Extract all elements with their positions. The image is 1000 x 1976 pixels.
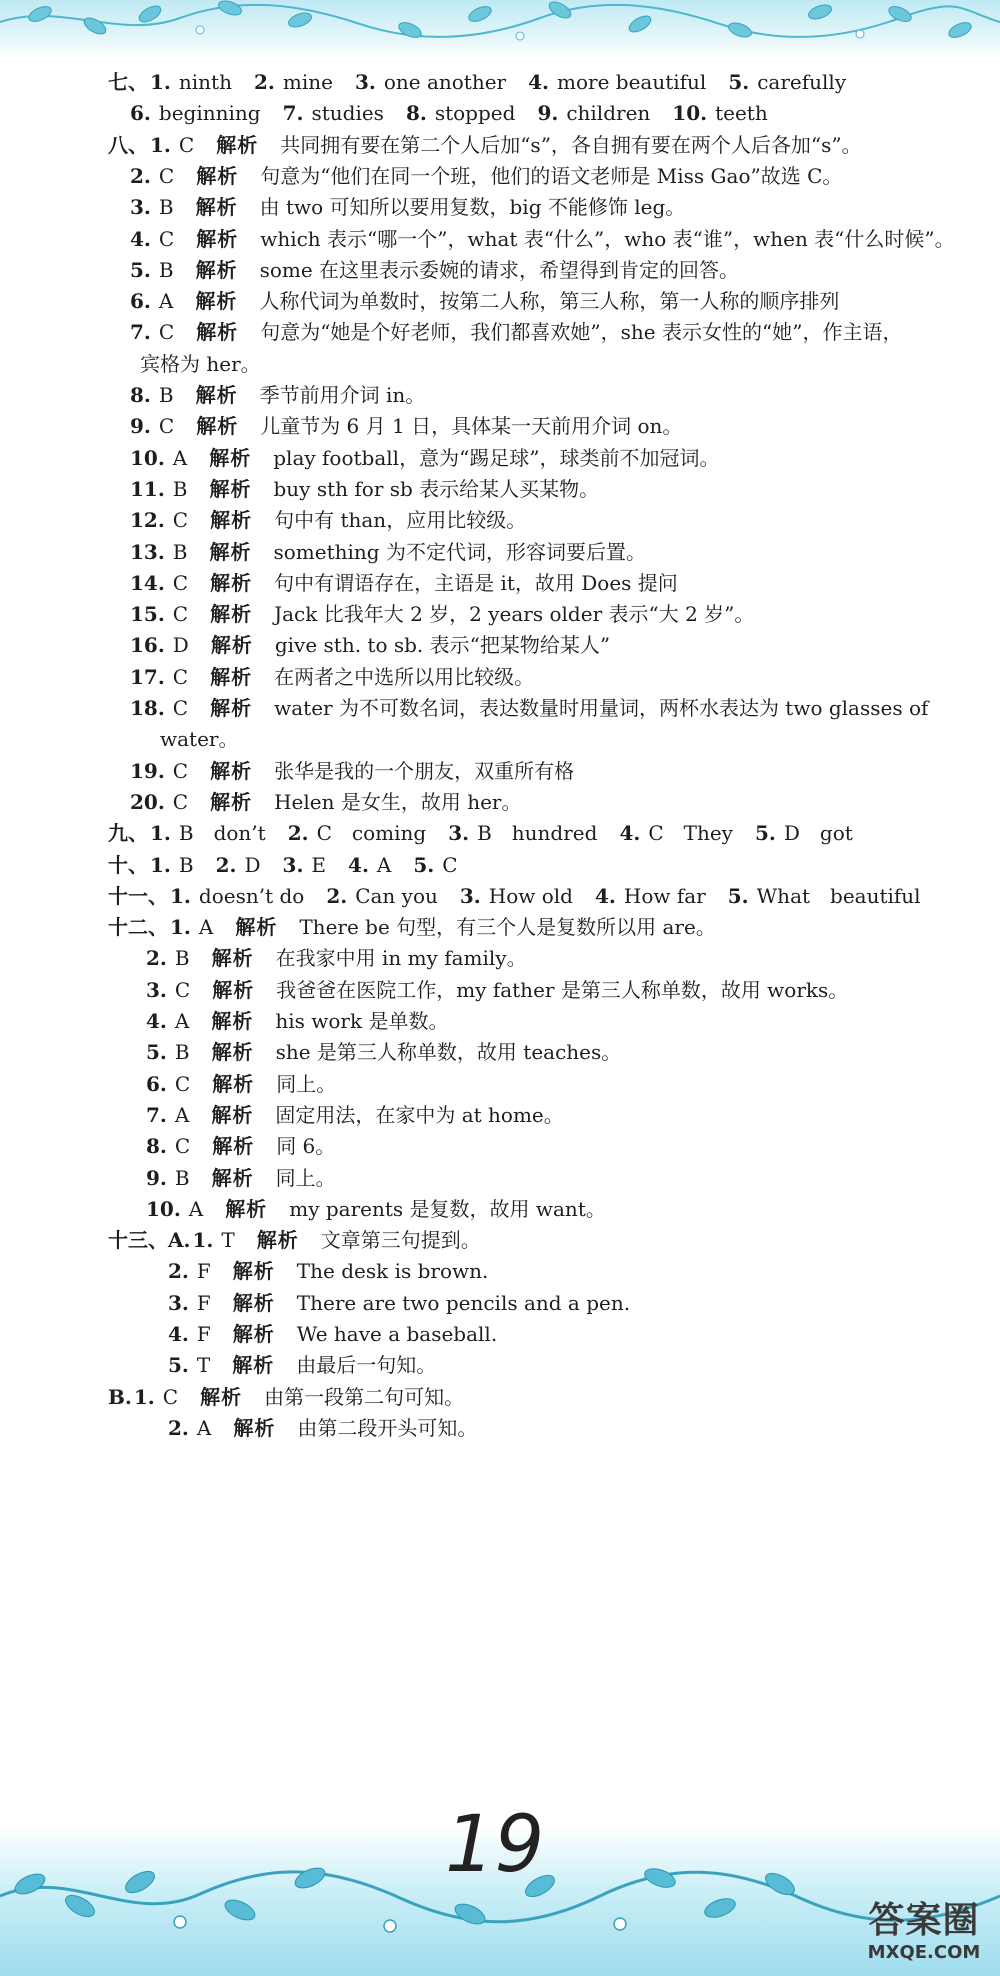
answer-line (108, 819, 875, 847)
answer-choice: C (172, 758, 189, 783)
item-number: 2. (326, 883, 348, 908)
item-answer: mine (282, 70, 333, 94)
explanation-text: 固定用法，在家中为 at home。 (275, 1102, 564, 1127)
answer-line (130, 569, 678, 597)
item-number: 3. (168, 1290, 189, 1315)
answer-choice: B (174, 946, 190, 971)
answer-choice: C (158, 163, 175, 188)
section-label: 十三、A. (108, 1228, 191, 1253)
answer-choice: C (158, 320, 175, 345)
answer-choice: T (196, 1353, 211, 1378)
item-answer: C They (648, 821, 733, 846)
item-number: 9. (146, 1165, 167, 1190)
explanation-label: 解析 (212, 977, 255, 1002)
item-number: 8. (405, 101, 427, 126)
explanation-text: 同上。 (275, 1165, 336, 1190)
item-number: 2. (253, 70, 275, 94)
item-number: 5. (413, 852, 435, 877)
answer-choice: B (174, 1040, 190, 1065)
explanation-text: she 是第三人称单数，故用 teaches。 (275, 1040, 622, 1065)
explanation-label: 解析 (196, 226, 239, 251)
answer-line (146, 1164, 336, 1192)
item-number: 1. (170, 883, 191, 908)
item-number: 4. (619, 821, 641, 846)
answer-line (130, 538, 646, 566)
explanation-text: We have a baseball. (296, 1322, 498, 1346)
answer-choice: C (174, 977, 191, 1002)
item-number: 2. (168, 1415, 189, 1440)
explanation-text: 同上。 (276, 1071, 337, 1096)
explanation-text: There are two pencils and a pen. (296, 1290, 631, 1315)
section-label: B. (108, 1384, 132, 1409)
item-answer: B don’t (178, 821, 266, 846)
item-number: 3. (146, 977, 167, 1002)
answer-choice: C (172, 664, 189, 689)
item-number: 5. (727, 883, 749, 908)
explanation-label: 解析 (232, 1259, 275, 1284)
item-number: 4. (594, 883, 616, 908)
item-number: 1. (170, 915, 191, 940)
explanation-label: 解析 (225, 1196, 268, 1221)
explanation-text: 句意为“她是个好老师，我们都喜欢她”，she 表示女性的“她”，作主语， (260, 320, 903, 345)
explanation-text: 张华是我的一个朋友，双重所有格 (274, 758, 575, 783)
explanation-label: 解析 (210, 602, 253, 627)
item-number: 4. (168, 1322, 189, 1346)
item-answer: carefully (757, 70, 847, 94)
item-number: 3. (130, 195, 151, 220)
item-number: 3. (459, 883, 481, 908)
explanation-text: 同 6。 (276, 1134, 336, 1159)
answer-line (130, 256, 739, 284)
item-number: 9. (130, 414, 151, 439)
answer-line (108, 882, 943, 910)
explanation-text: 句意为“他们在同一个班，他们的语文老师是 Miss Gao”故选 C。 (260, 163, 843, 188)
explanation-label: 解析 (210, 758, 253, 783)
answer-choice: A (158, 289, 174, 314)
item-answer: D got (783, 821, 853, 846)
section-label: 九、 (108, 821, 148, 846)
explanation-text: buy sth for sb 表示给某人买某物。 (273, 476, 600, 501)
item-number: 8. (130, 383, 151, 407)
explanation-text: 由最后一句知。 (296, 1353, 437, 1378)
explanation-text: 在我家中用 in my family。 (275, 946, 527, 971)
item-answer: E (311, 852, 327, 877)
item-number: 3. (282, 852, 304, 877)
answer-choice: B (172, 476, 188, 501)
item-number: 7. (130, 320, 151, 345)
explanation-label: 解析 (196, 320, 239, 345)
explanation-label: 解析 (196, 163, 239, 188)
explanation-label: 解析 (210, 633, 253, 658)
explanation-text: something 为不定代词，形容词要后置。 (273, 539, 646, 564)
item-number: 10. (130, 445, 165, 470)
item-number: 17. (130, 664, 165, 689)
explanation-text: The desk is brown. (296, 1259, 489, 1284)
item-number: 9. (537, 101, 559, 126)
explanation-label: 解析 (216, 132, 259, 157)
explanation-text: 我爸爸在医院工作，my father 是第三人称单数，故用 works。 (276, 977, 849, 1002)
item-number: 4. (130, 226, 151, 251)
item-number: 2. (130, 163, 151, 188)
answer-line (146, 1101, 564, 1129)
item-answer: more beautiful (557, 70, 707, 94)
item-answer: teeth (715, 101, 768, 126)
answer-choice: A (174, 1102, 190, 1127)
item-number: 11. (130, 476, 165, 501)
explanation-label: 解析 (235, 915, 278, 940)
watermark-url: MXQE.COM (867, 1942, 981, 1963)
explanation-label: 解析 (210, 696, 253, 720)
answer-choice: B (174, 1165, 190, 1190)
watermark-logo (854, 1900, 994, 1970)
explanation-continuation: 宾格为 her。 (140, 351, 261, 376)
explanation-label: 解析 (209, 445, 252, 470)
explanation-label: 解析 (212, 1071, 255, 1096)
answer-line (130, 99, 790, 127)
answer-choice: D (172, 633, 189, 658)
item-number: 4. (146, 1009, 167, 1033)
answer-line (130, 757, 574, 785)
explanation-text: 共同拥有要在第二个人后加“s”，各自拥有要在两个人后各加“s”。 (280, 132, 862, 157)
answer-line (146, 1007, 448, 1035)
explanation-text: 季节前用介词 in。 (259, 383, 426, 407)
explanation-text: 由第二段开头可知。 (297, 1415, 478, 1440)
explanation-text: 在两者之中选所以用比较级。 (274, 664, 535, 689)
explanation-label: 解析 (196, 414, 239, 439)
section-label: 八、 (108, 132, 148, 157)
explanation-label: 解析 (232, 1353, 275, 1378)
answer-line (130, 600, 754, 628)
answer-choice: F (196, 1290, 211, 1315)
answer-choice: A (188, 1196, 204, 1221)
explanation-text: his work 是单数。 (275, 1009, 449, 1033)
answer-line (130, 694, 928, 722)
answer-line (108, 131, 862, 159)
explanation-label: 解析 (200, 1384, 243, 1409)
item-number: 2. (168, 1259, 189, 1284)
item-answer: children (566, 101, 651, 126)
item-answer: D (244, 852, 261, 877)
answer-choice: C (172, 570, 189, 595)
item-number: 3. (448, 821, 470, 846)
explanation-text: 句中有谓语存在，主语是 it，故用 Does 提问 (274, 570, 678, 595)
answer-line (130, 506, 526, 534)
answer-choice: A (174, 1009, 190, 1033)
item-number: 1. (192, 1228, 214, 1253)
explanation-label: 解析 (195, 383, 238, 407)
explanation-label: 解析 (195, 257, 238, 282)
explanation-text: some 在这里表示委婉的请求，希望得到肯定的回答。 (259, 257, 740, 282)
explanation-text: There be 句型，有三个人是复数所以用 are。 (299, 915, 716, 940)
item-answer: C coming (316, 821, 427, 846)
item-answer: stopped (434, 101, 516, 126)
answer-line (146, 1038, 621, 1066)
answer-choice: B (158, 383, 174, 407)
explanation-text: give sth. to sb. 表示“把某物给某人” (274, 633, 611, 658)
item-answer: C (442, 852, 458, 877)
answer-choice: C (172, 696, 189, 720)
item-number: 3. (354, 70, 376, 94)
explanation-label: 解析 (256, 1228, 299, 1253)
item-number: 12. (130, 508, 165, 533)
item-number: 2. (287, 821, 309, 846)
item-number: 4. (528, 70, 549, 94)
item-number: 5. (755, 821, 776, 846)
answer-choice: B (158, 195, 174, 220)
answer-line (130, 475, 599, 503)
item-number: 14. (130, 570, 165, 595)
answer-line (130, 318, 902, 346)
explanation-label: 解析 (209, 476, 252, 501)
item-number: 13. (130, 539, 165, 564)
item-number: 20. (130, 789, 165, 814)
explanation-label: 解析 (195, 195, 238, 220)
item-number: 7. (146, 1102, 167, 1127)
answer-line (168, 1414, 477, 1442)
answer-line (146, 1132, 335, 1160)
item-number: 1. (150, 821, 171, 846)
item-answer: B (178, 852, 194, 877)
answer-line (108, 851, 480, 879)
explanation-label: 解析 (233, 1415, 276, 1440)
item-number: 18. (130, 696, 165, 720)
answer-line (130, 225, 955, 253)
answer-choice: C (158, 226, 175, 251)
explanation-label: 解析 (211, 946, 254, 971)
answer-line (130, 412, 682, 440)
item-answer: beginning (158, 101, 261, 126)
item-number: 1. (150, 70, 171, 94)
item-number: 4. (348, 852, 369, 877)
answer-choice: A (198, 915, 214, 940)
item-number: 6. (130, 101, 151, 126)
explanation-label: 解析 (211, 1009, 254, 1033)
explanation-label: 解析 (210, 508, 253, 533)
explanation-label: 解析 (232, 1290, 275, 1315)
answer-line (168, 1289, 630, 1317)
item-number: 5. (146, 1040, 167, 1065)
answer-choice: F (196, 1259, 211, 1284)
explanation-text: 儿童节为 6 月 1 日，具体某一天前用介词 on。 (260, 414, 683, 439)
answer-line (108, 1226, 481, 1254)
answer-choice: C (172, 508, 189, 533)
explanation-label: 解析 (211, 1165, 254, 1190)
item-number: 5. (728, 70, 750, 94)
answer-choice: B (158, 257, 174, 282)
item-answer: A (376, 852, 392, 877)
explanation-label: 解析 (212, 1134, 255, 1159)
answer-line (130, 162, 842, 190)
explanation-continuation: water。 (160, 727, 239, 752)
answer-line (108, 68, 868, 96)
answer-line (130, 287, 839, 315)
explanation-text: 由 two 可知所以要用复数，big 不能修饰 leg。 (259, 195, 686, 220)
explanation-text: play football，意为“踢足球”，球类前不加冠词。 (273, 445, 720, 470)
explanation-text: 人称代词为单数时，按第二人称，第三人称，第一人称的顺序排列 (259, 289, 840, 314)
item-number: 19. (130, 758, 165, 783)
item-answer: doesn’t do (198, 883, 305, 908)
explanation-label: 解析 (210, 570, 253, 595)
explanation-text: which 表示“哪一个”，what 表“什么”，who 表“谁”，when 表“什么时候”。 (260, 226, 955, 251)
explanation-text: water 为不可数名词，表达数量时用量词，两杯水表达为 two glasses of (274, 696, 929, 720)
explanation-label: 解析 (210, 664, 253, 689)
explanation-label: 解析 (210, 789, 253, 814)
item-answer: How far (623, 883, 706, 908)
answer-choice: C (172, 602, 189, 627)
answer-choice: B (172, 539, 188, 564)
item-number: 15. (130, 602, 165, 627)
section-label: 十二、 (108, 915, 168, 940)
item-number: 2. (215, 852, 237, 877)
item-number: 2. (146, 946, 167, 971)
explanation-label: 解析 (232, 1322, 275, 1346)
item-answer: ninth (178, 70, 232, 94)
explanation-label: 解析 (211, 1040, 254, 1065)
watermark-text: 答案圈 (868, 1900, 980, 1941)
item-number: 5. (130, 257, 151, 282)
section-label: 七、 (108, 70, 148, 94)
answer-line (140, 350, 261, 378)
explanation-text: my parents 是复数，故用 want。 (289, 1196, 606, 1221)
item-answer: Can you (355, 883, 438, 908)
explanation-text: Jack 比我年大 2 岁，2 years older 表示“大 2 岁”。 (274, 602, 755, 627)
answer-choice: A (196, 1415, 212, 1440)
answer-line (130, 444, 720, 472)
item-answer: How old (488, 883, 573, 908)
explanation-label: 解析 (211, 1102, 254, 1127)
answer-line (108, 913, 716, 941)
page-number: 19 (445, 1800, 545, 1890)
answer-choice: F (196, 1322, 211, 1346)
answer-line (160, 725, 238, 753)
answer-choice: C (174, 1071, 191, 1096)
item-number: 5. (168, 1353, 189, 1378)
answer-line (146, 1195, 606, 1223)
answer-choice: C (172, 789, 189, 814)
item-answer: What beautiful (756, 883, 921, 908)
item-number: 7. (282, 101, 304, 126)
answer-line (130, 663, 534, 691)
item-number: 6. (130, 289, 151, 314)
answer-choice: C (162, 1384, 179, 1409)
item-number: 10. (672, 101, 708, 126)
item-number: 16. (130, 633, 165, 658)
answer-choice: C (158, 414, 175, 439)
explanation-text: 文章第三句提到。 (320, 1228, 481, 1253)
answer-choice: T (221, 1228, 235, 1253)
top-vine-ornament (0, 0, 1000, 58)
answer-choice: A (172, 445, 188, 470)
answer-line (146, 1070, 336, 1098)
item-number: 1. (133, 1384, 155, 1409)
answer-line (168, 1320, 497, 1348)
explanation-text: 句中有 than，应用比较级。 (274, 508, 527, 533)
answer-line (108, 1383, 464, 1411)
explanation-text: Helen 是女生，故用 her。 (274, 789, 522, 814)
answer-line (168, 1257, 488, 1285)
explanation-label: 解析 (195, 289, 238, 314)
answer-choice: C (174, 1134, 191, 1159)
item-answer: B hundred (477, 821, 598, 846)
answer-line (168, 1351, 436, 1379)
answer-choice: C (178, 132, 195, 157)
answer-line (130, 788, 522, 816)
answer-line (146, 976, 848, 1004)
answer-line (130, 631, 610, 659)
item-number: 6. (146, 1071, 167, 1096)
item-number: 8. (146, 1134, 167, 1159)
explanation-label: 解析 (209, 539, 252, 564)
item-number: 10. (146, 1196, 181, 1221)
item-number: 1. (150, 132, 171, 157)
explanation-text: 由第一段第二句可知。 (264, 1384, 465, 1409)
item-answer: one another (383, 70, 507, 94)
item-answer: studies (311, 101, 384, 126)
item-number: 1. (150, 852, 171, 877)
section-label: 十一、 (108, 883, 168, 908)
section-label: 十、 (108, 852, 148, 877)
answer-line (130, 193, 685, 221)
answer-line (146, 944, 527, 972)
answer-line (130, 381, 425, 409)
